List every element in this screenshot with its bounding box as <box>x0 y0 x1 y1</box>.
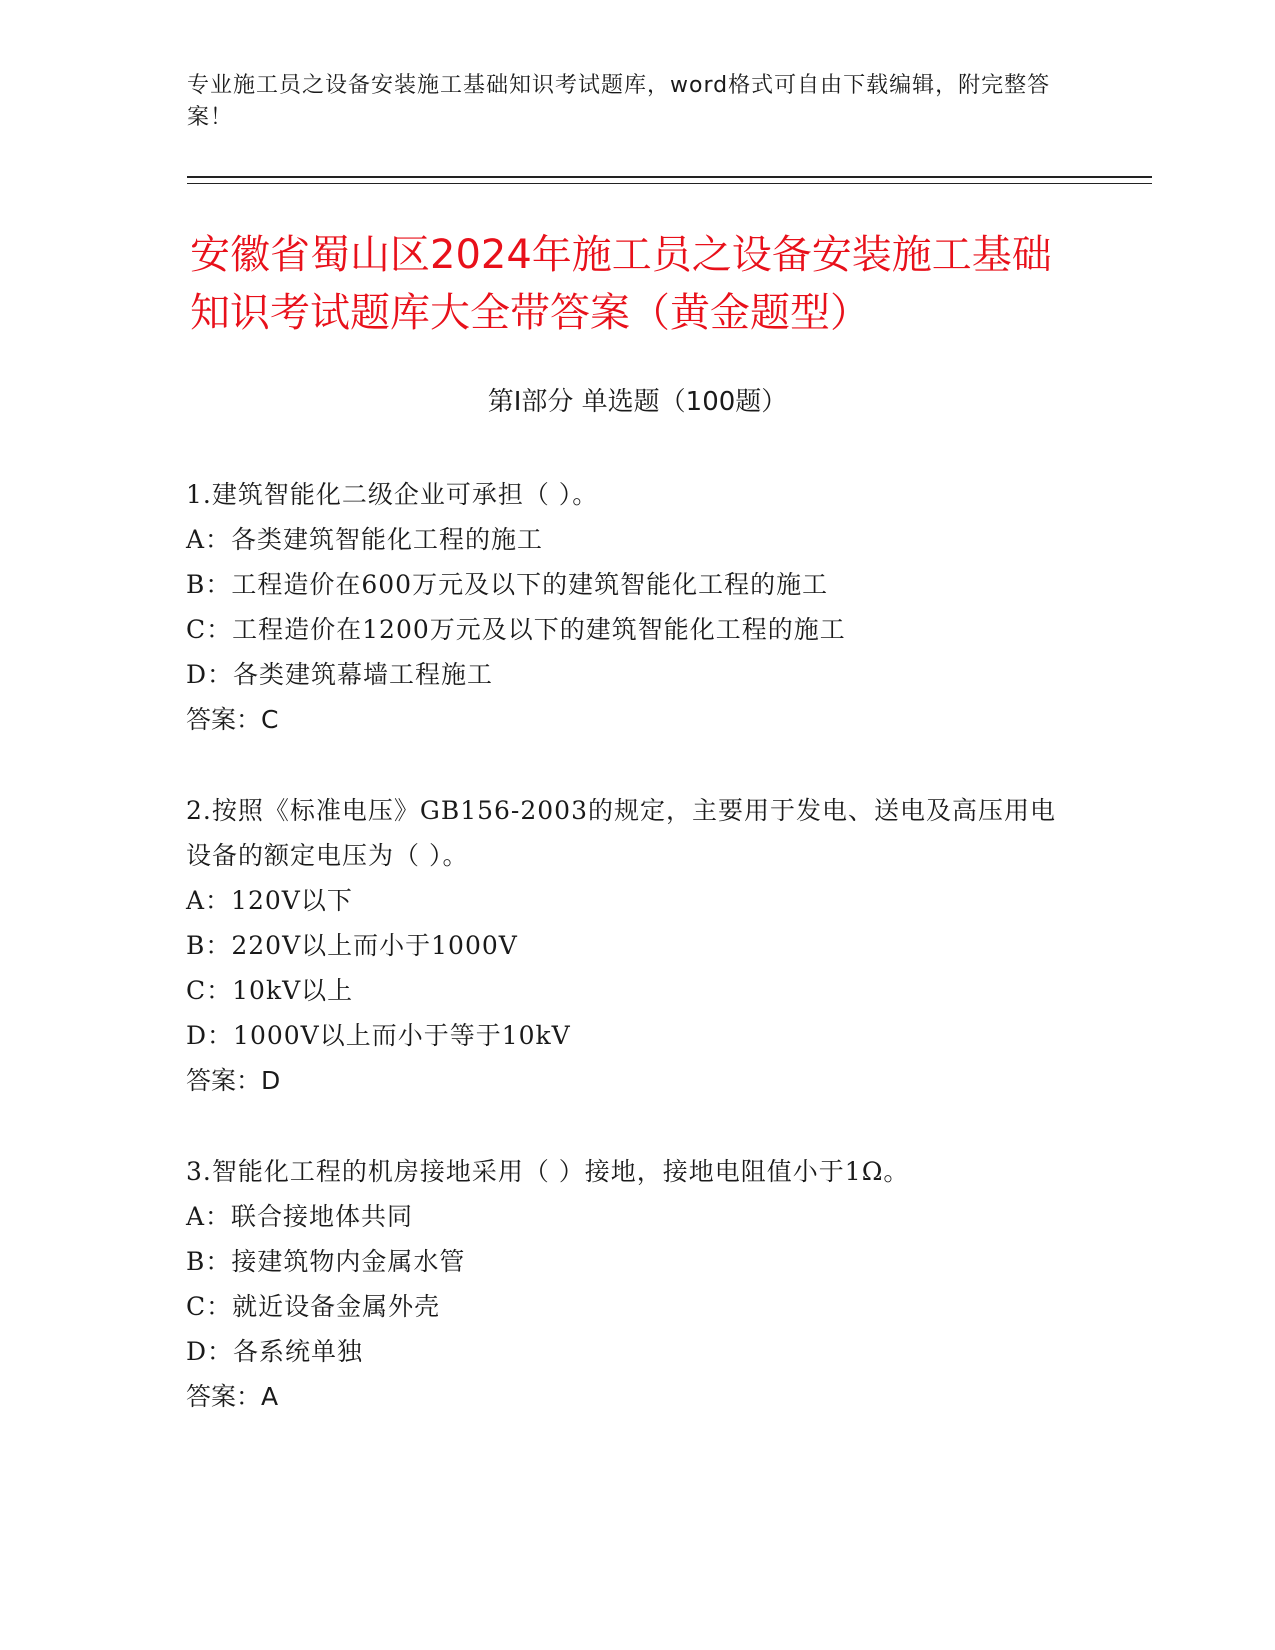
document-title: 安徽省蜀山区2024年施工员之设备安装施工基础知识考试题库大全带答案（黄金题型） <box>190 232 1052 336</box>
question-list <box>186 472 1076 1465</box>
header-note: 专业施工员之设备安装施工基础知识考试题库，word格式可自由下载编辑，附完整答案！ <box>187 73 1051 130</box>
answer: 答案：C <box>186 705 279 734</box>
question-1 <box>186 472 1076 742</box>
question-2 <box>186 788 1076 1103</box>
option-c: C：工程造价在1200万元及以下的建筑智能化工程的施工 <box>186 615 846 644</box>
option-b: B：接建筑物内金属水管 <box>186 1247 466 1276</box>
option-d: D：各类建筑幕墙工程施工 <box>186 660 494 689</box>
option-c: C：10kV以上 <box>186 976 354 1005</box>
answer: 答案：D <box>186 1066 281 1095</box>
option-c: C：就近设备金属外壳 <box>186 1292 441 1321</box>
header-divider-thin <box>187 183 1152 184</box>
option-a: A：120V以下 <box>186 886 353 915</box>
option-a: A：各类建筑智能化工程的施工 <box>186 525 544 554</box>
option-d: D：各系统单独 <box>186 1337 364 1366</box>
option-b: B：工程造价在600万元及以下的建筑智能化工程的施工 <box>186 570 829 599</box>
answer: 答案：A <box>186 1382 279 1411</box>
header-divider-thick <box>187 176 1152 178</box>
question-stem: 2.按照《标准电压》GB156-2003的规定，主要用于发电、送电及高压用电设备的额定电压为（ ）。 <box>186 796 1056 870</box>
section-title: 第Ⅰ部分 单选题（100题） <box>487 387 788 417</box>
option-a: A：联合接地体共同 <box>186 1202 414 1231</box>
option-b: B：220V以上而小于1000V <box>186 931 518 960</box>
question-3 <box>186 1149 1076 1419</box>
option-d: D：1000V以上而小于等于10kV <box>186 1021 571 1050</box>
question-stem: 1.建筑智能化二级企业可承担（ ）。 <box>186 480 599 509</box>
question-stem: 3.智能化工程的机房接地采用（ ）接地，接地电阻值小于1Ω。 <box>186 1157 910 1186</box>
